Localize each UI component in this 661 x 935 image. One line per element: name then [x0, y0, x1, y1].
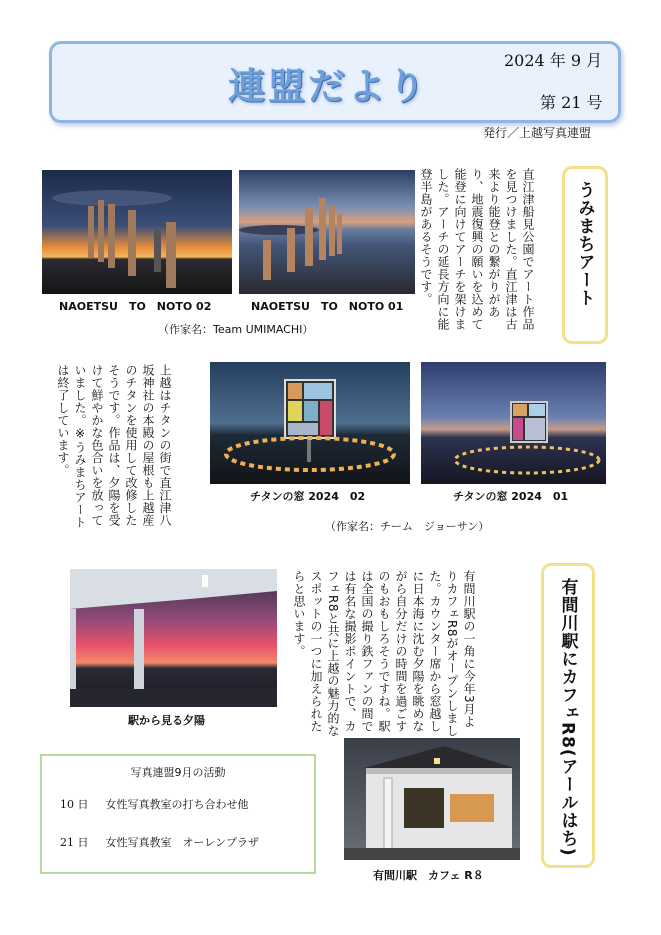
- section-body-titanium-window: 上越はチタンの街で直江津八坂神社の本殿の屋根も上越産のチタンを使用して改修したそうです。作品は、夕陽を受けて鮮やかな色合いを放っていました。※うみまちアートは終了しています。: [56, 364, 172, 529]
- photo-titanium-window-02: [210, 362, 410, 484]
- section-body-arimagawa-cafe: 有間川駅の一角に今年3月よりカフェR8がオープンしました。カウンター席から窓越しに日本海に沈む夕陽を眺めながら自分だけの時間を過ごすのもおもしろそうですね。駅は全国の撮り鉄ファンの間では有名な撮影ポイントで、カフェR8と共に上越の魅力的なスポットの一つに加えられたらと思います。: [292, 570, 476, 737]
- photo-naoetsu-to-noto-01: [239, 170, 415, 294]
- activities-box: [40, 754, 316, 874]
- section-title-text: うみまちアート: [574, 181, 595, 307]
- photo-caption: チタンの窓 2024 01: [453, 490, 569, 503]
- publisher: 発行／上越写真連盟: [483, 126, 592, 140]
- photo-sunset-from-station: [70, 569, 277, 707]
- activity-day: 21 日: [60, 836, 89, 849]
- newsletter-title: 連盟だより: [228, 65, 428, 108]
- photo-caption: 有間川駅 カフェ R８: [373, 869, 484, 882]
- activity-item: [60, 834, 259, 850]
- section-body-umimachi-art: 直江津船見公園でアート作品を見つけました。直江津は古来より能登との繋がりがあり、地震復興の願いを込めて能登に向けてアーチを架けました。アーチの延長方向に能登半島があるそうです。: [419, 168, 535, 331]
- issue-date: 2024 年 9 月: [504, 51, 603, 70]
- section-title-text: 有間川駅にカフェR8(アールはち): [557, 578, 578, 857]
- photo-arimagawa-station-cafe: [344, 738, 520, 860]
- photo-titanium-window-01: [421, 362, 606, 484]
- activity-text: 女性写真教室 オーレンプラザ: [105, 836, 260, 849]
- photo-caption: チタンの窓 2024 02: [250, 490, 366, 503]
- artist-credit: （作家名：チーム ジョーサン）: [325, 520, 490, 533]
- issue-number: 第 21 号: [540, 93, 603, 112]
- photo-caption: NAOETSU TO NOTO 02: [59, 300, 212, 313]
- section-title-umimachi-art: [562, 166, 608, 344]
- activity-item: [60, 796, 249, 812]
- photo-caption: NAOETSU TO NOTO 01: [251, 300, 404, 313]
- photo-caption: 駅から見る夕陽: [128, 714, 205, 727]
- section-title-arimagawa-cafe: [541, 563, 595, 868]
- photo-naoetsu-to-noto-02: [42, 170, 232, 294]
- activity-text: 女性写真教室の打ち合わせ他: [105, 798, 249, 811]
- artist-credit: （作家名：Team UMIMACHI）: [158, 323, 314, 336]
- activities-title: 写真連盟9月の活動: [130, 766, 226, 779]
- activity-day: 10 日: [60, 798, 89, 811]
